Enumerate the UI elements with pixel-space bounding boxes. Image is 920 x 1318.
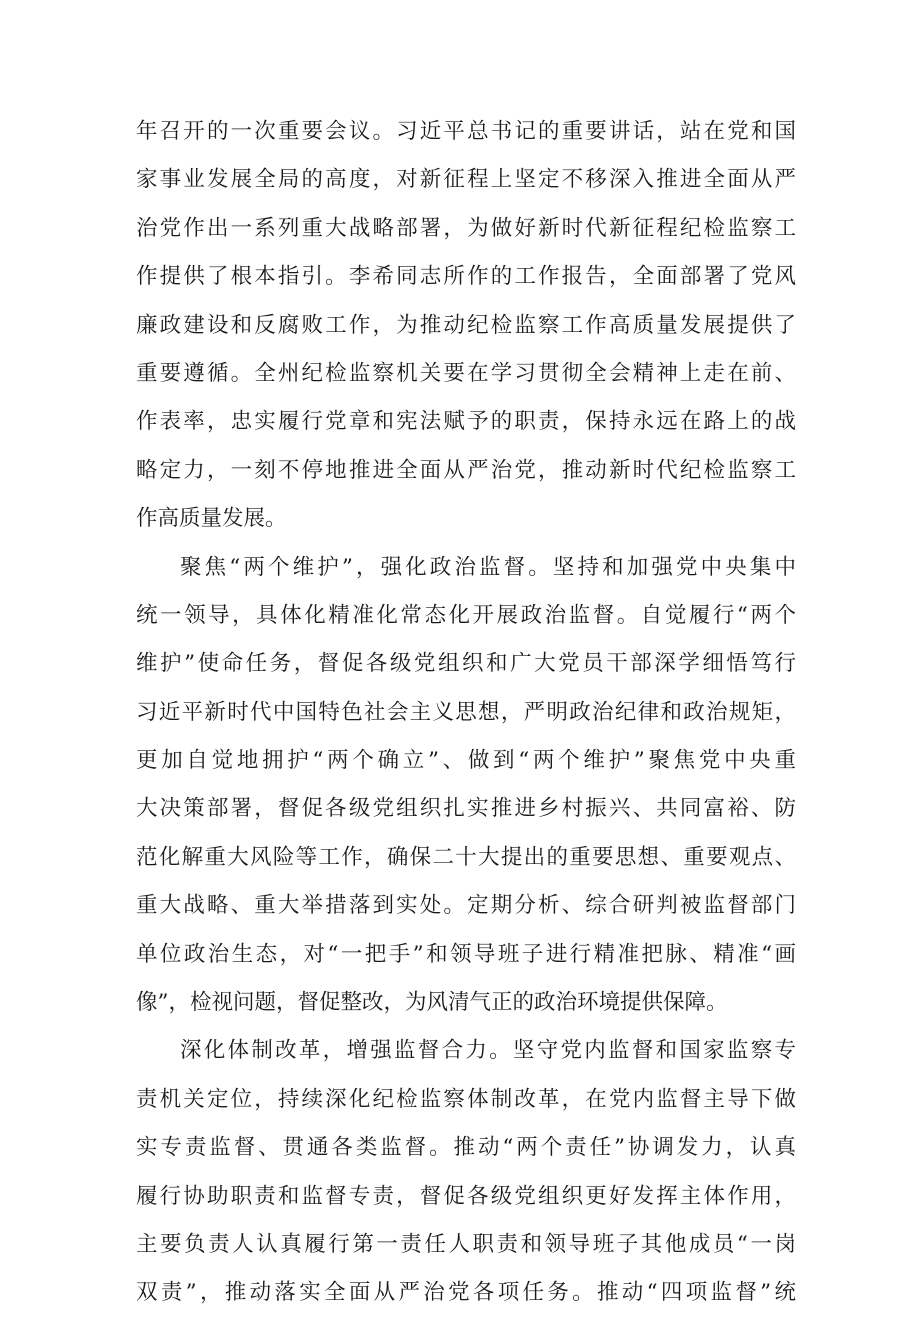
- text-line: 重要遵循。全州纪检监察机关要在学习贯彻全会精神上走在前、: [136, 360, 796, 386]
- text-line: 廉政建设和反腐败工作，为推动纪检监察工作高质量发展提供了: [136, 312, 796, 338]
- paragraph-meeting-significance: [136, 108, 796, 544]
- paragraph-institutional-reform: [136, 1027, 796, 1317]
- text-line: 统一领导，具体化精准化常态化开展政治监督。自觉履行“两个: [136, 602, 796, 628]
- text-line: 实专责监督、贯通各类监督。推动“两个责任”协调发力，认真: [136, 1135, 796, 1161]
- text-line: 作提供了根本指引。李希同志所作的工作报告，全面部署了党风: [136, 264, 796, 290]
- text-line: 深化体制改革，增强监督合力。坚守党内监督和国家监察专: [180, 1038, 796, 1064]
- text-line: 维护”使命任务，督促各级党组织和广大党员干部深学细悟笃行: [136, 651, 796, 677]
- text-line: 作高质量发展。: [136, 506, 287, 532]
- document-body: [136, 108, 796, 1318]
- text-line: 主要负责人认真履行第一责任人职责和领导班子其他成员“一岗: [136, 1231, 796, 1257]
- text-line: 略定力，一刻不停地推进全面从严治党，推动新时代纪检监察工: [136, 457, 796, 483]
- text-line: 范化解重大风险等工作，确保二十大提出的重要思想、重要观点、: [136, 844, 796, 870]
- text-line: 大决策部署，督促各级党组织扎实推进乡村振兴、共同富裕、防: [136, 796, 796, 822]
- text-line: 像”，检视问题，督促整改，为风清气正的政治环境提供保障。: [136, 990, 728, 1016]
- text-line: 责机关定位，持续深化纪检监察体制改革，在党内监督主导下做: [136, 1086, 796, 1112]
- text-line: 重大战略、重大举措落到实处。定期分析、综合研判被监督部门: [136, 893, 796, 919]
- text-line: 履行协助职责和监督专责，督促各级党组织更好发挥主体作用，: [136, 1183, 796, 1209]
- text-line: 作表率，忠实履行党章和宪法赋予的职责，保持永远在路上的战: [136, 409, 796, 435]
- text-line: 治党作出一系列重大战略部署，为做好新时代新征程纪检监察工: [136, 215, 796, 241]
- text-line: 单位政治生态，对“一把手”和领导班子进行精准把脉、精准“画: [136, 941, 796, 967]
- text-line: 家事业发展全局的高度，对新征程上坚定不移深入推进全面从严: [136, 167, 796, 193]
- text-line: 年召开的一次重要会议。习近平总书记的重要讲话，站在党和国: [136, 119, 796, 144]
- paragraph-political-supervision: [136, 544, 796, 1028]
- text-line: 更加自觉地拥护“两个确立”、做到“两个维护”聚焦党中央重: [136, 748, 796, 774]
- text-line: 双责”，推动落实全面从严治党各项任务。推动“四项监督”统: [136, 1280, 796, 1306]
- text-line: 习近平新时代中国特色社会主义思想，严明政治纪律和政治规矩，: [136, 699, 796, 725]
- text-line: 聚焦“两个维护”，强化政治监督。坚持和加强党中央集中: [180, 554, 796, 580]
